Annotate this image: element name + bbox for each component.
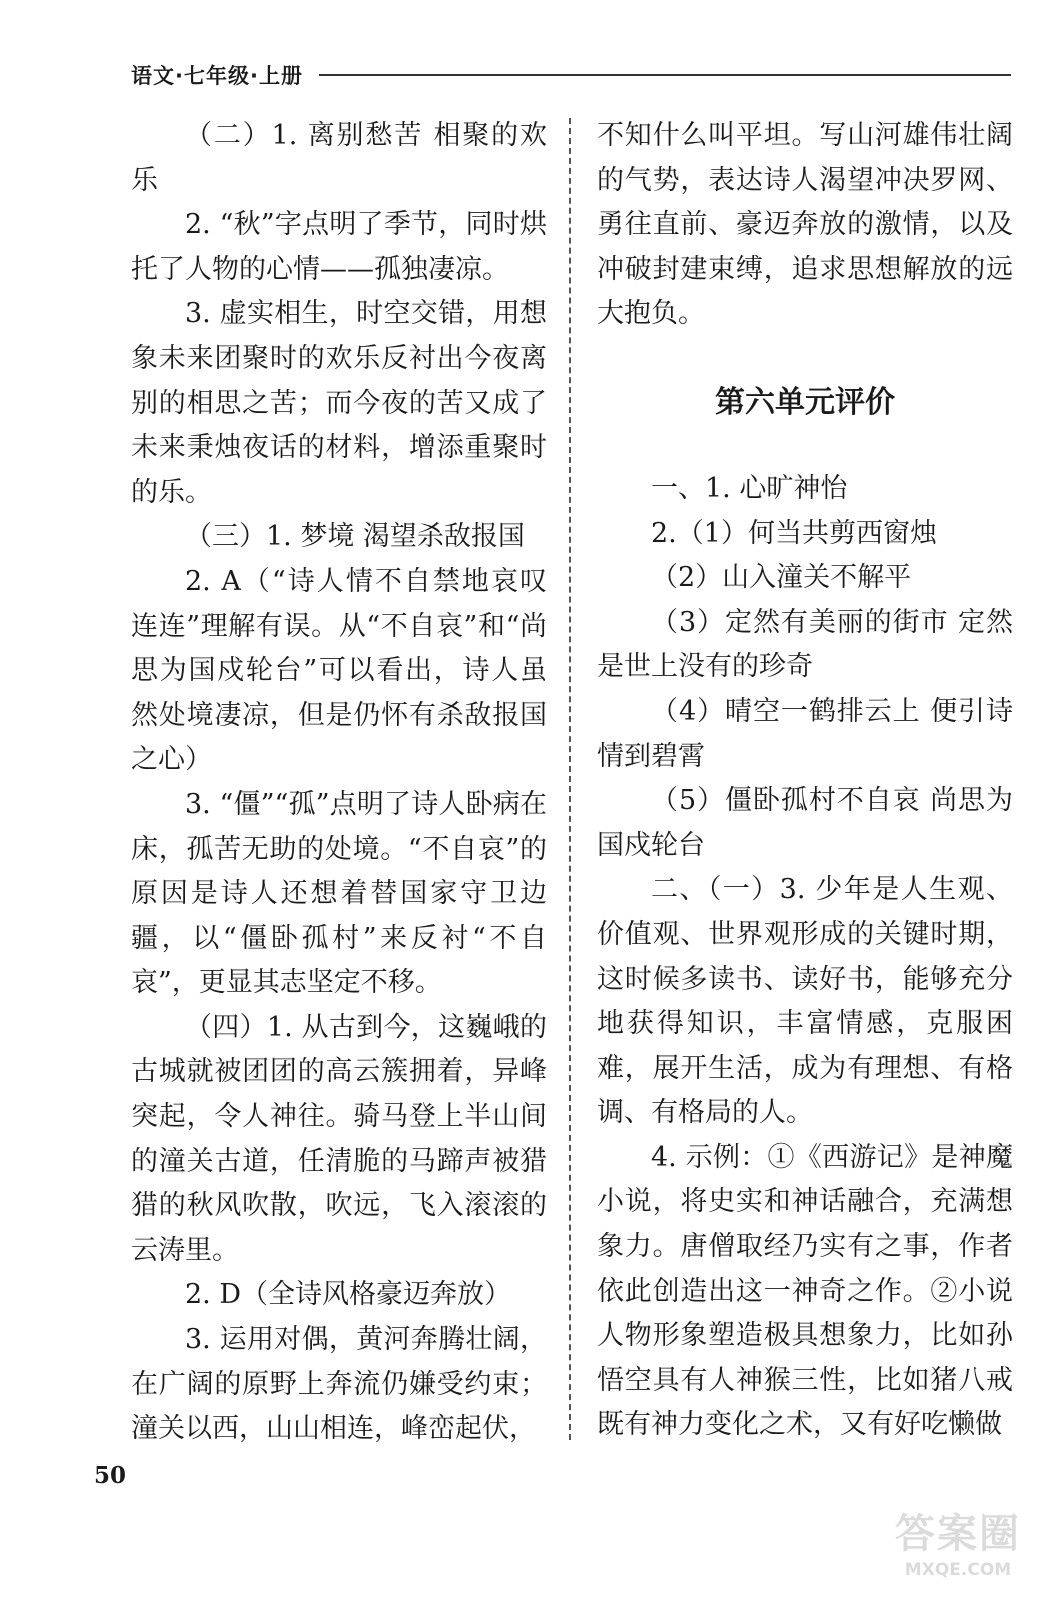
site-watermark [878, 1500, 1038, 1590]
answer-paragraph: （2）山入潼关不解平 [651, 562, 912, 594]
continuation-paragraph: 不知什么叫平坦。写山河雄伟壮阔的气势，表达诗人渴望冲决罗网、勇往直前、豪迈奔放的激情，以及冲破封建束缚，追求思想解放的远大抱负。 [597, 120, 1013, 330]
page-number: 50 [94, 1462, 127, 1489]
answer-paragraph: 一、1. 心旷神怡 [651, 472, 848, 504]
header-title: 语文·七年级·上册 [131, 64, 303, 88]
answer-paragraph: 3. 虚实相生，时空交错，用想象未来团聚时的欢乐反衬出今夜离别的相思之苦；而今夜的苦又成了未来秉烛夜话的材料，增添重聚时的乐。 [131, 298, 547, 508]
answer-paragraph: （5）僵卧孤村不自哀 尚思为国戍轮台 [597, 785, 1013, 861]
answer-paragraph: （4）晴空一鹤排云上 便引诗情到碧霄 [597, 695, 1013, 772]
column-divider [569, 118, 571, 1440]
header-rule [319, 74, 1011, 76]
answer-paragraph: 2. A（“诗人情不自禁地哀叹连连”理解有误。从“不自哀”和“尚思为国戍轮台”可以看出，诗人虽然处境凄凉，但是仍怀有杀敌报国之心） [131, 565, 547, 776]
watermark-text: 答案圈 [895, 1511, 1021, 1557]
answer-paragraph: 3. “僵”“孤”点明了诗人卧病在床，孤苦无助的处境。“不自哀”的原因是诗人还想着替国家守卫边疆，以“僵卧孤村”来反衬“不自哀”，更显其志坚定不移。 [131, 788, 547, 999]
answer-paragraph: 2. D（全诗风格豪迈奔放） [185, 1279, 511, 1311]
answer-paragraph: 二、（一）3. 少年是人生观、价值观、世界观形成的关键时期，这时候多读书、读好书，能够充分地获得知识，丰富情感，克服困难，展开生活，成为有理想、有格调、有格局的人。 [597, 874, 1013, 1129]
answer-paragraph: 2.（1）何当共剪西窗烛 [651, 517, 937, 549]
right-column [597, 114, 1013, 1448]
answer-paragraph: （二）1. 离别愁苦 相聚的欢乐 [131, 120, 547, 196]
answer-paragraph: 4. 示例：①《西游记》是神魔小说，将史实和神话融合，充满想象力。唐僧取经乃实有之事，作者依此创造出这一神奇之作。②小说人物形象塑造极具想象力，比如孙悟空具有人神猴三性，比如猪八戒既有神力变化之术，又有好吃懒做 [597, 1141, 1013, 1441]
answer-paragraph: 3. 运用对偶，黄河奔腾壮阔，在广阔的原野上奔流仍嫌受约束；潼关以西，山山相连，峰峦起伏， [131, 1324, 547, 1445]
answer-paragraph: （四）1. 从古到今，这巍峨的古城就被团团的高云簇拥着，异峰突起，令人神往。骑马登上半山间的潼关古道，任清脆的马蹄声被猎猎的秋风吹散，吹远，飞入滚滚的云涛里。 [131, 1011, 547, 1266]
answer-paragraph: （3）定然有美丽的街市 定然是世上没有的珍奇 [597, 606, 1013, 683]
running-header [131, 60, 1011, 90]
left-column [131, 114, 547, 1452]
answer-paragraph: （三）1. 梦境 渴望杀敌报国 [185, 521, 525, 553]
watermark-url: MXQE.COM [904, 1560, 1012, 1580]
answer-paragraph: 2. “秋”字点明了季节，同时烘托了人物的心情——孤独凄凉。 [131, 209, 547, 285]
section-title: 第六单元评价 [715, 384, 895, 420]
